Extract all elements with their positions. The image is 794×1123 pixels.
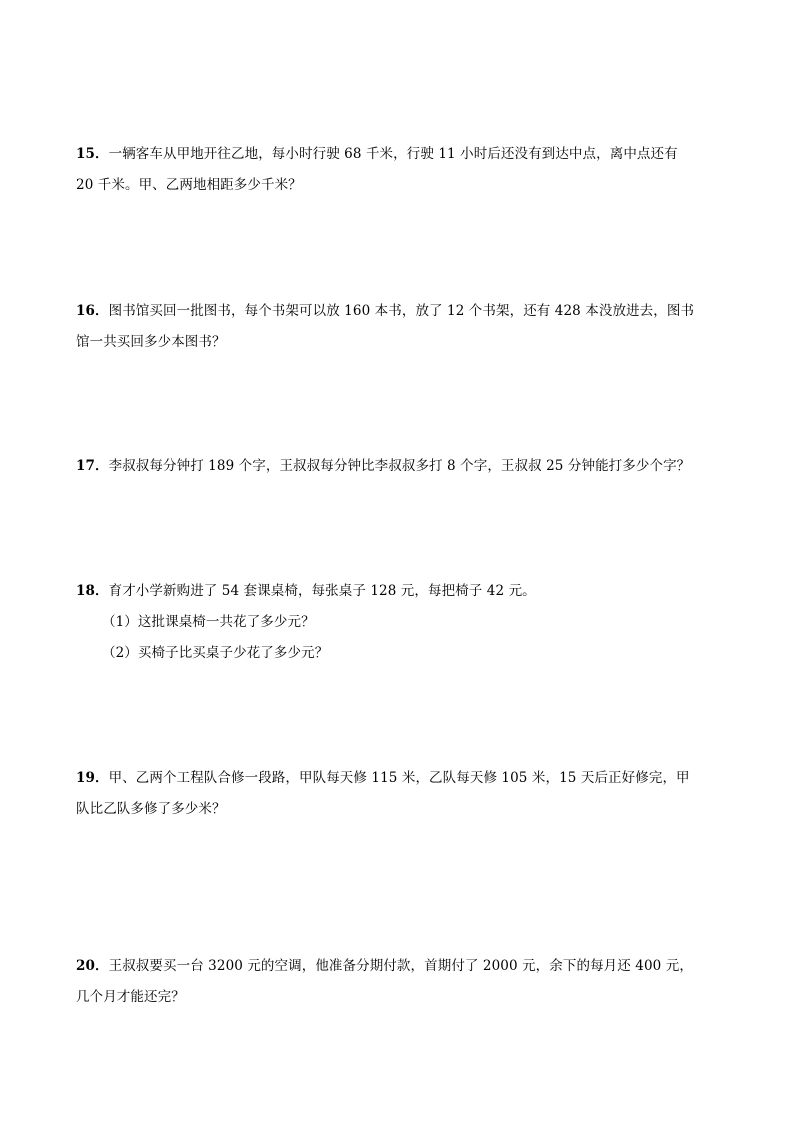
question-number: 20． — [76, 958, 109, 974]
question-line — [76, 576, 726, 607]
question-19 — [76, 763, 726, 825]
question-text: 育才小学新购进了 54 套课桌椅，每张桌子 128 元，每把椅子 42 元。 — [108, 583, 536, 599]
question-number: 15． — [76, 146, 109, 162]
question-line — [76, 451, 726, 482]
sub-question-2: （2）买椅子比买桌子少花了多少元？ — [102, 645, 329, 661]
question-text: 一辆客车从甲地开往乙地，每小时行驶 68 千米，行驶 11 小时后还没有到达中点，离中点还有 — [108, 146, 678, 162]
question-line — [76, 296, 726, 327]
question-text: 王叔叔要买一台 3200 元的空调，他准备分期付款，首期付了 2000 元，余下的每月还 400 元， — [108, 958, 693, 974]
question-18 — [76, 576, 726, 669]
question-17 — [76, 451, 726, 482]
question-text: 李叔叔每分钟打 189 个字，王叔叔每分钟比李叔叔多打 8 个字，王叔叔 25 分钟能打多少个字？ — [108, 458, 691, 474]
question-text: 馆一共买回多少本图书？ — [76, 334, 226, 350]
question-20 — [76, 951, 726, 1013]
question-number: 16． — [76, 303, 109, 319]
question-15 — [76, 139, 726, 201]
question-number: 18． — [76, 583, 109, 599]
question-line — [76, 951, 726, 982]
question-number: 17． — [76, 458, 109, 474]
question-number: 19． — [76, 770, 109, 786]
question-text: 甲、乙两个工程队合修一段路，甲队每天修 115 米，乙队每天修 105 米，15 天后正好修完，甲 — [108, 770, 690, 786]
question-text: 几个月才能还完？ — [76, 989, 185, 1005]
sub-question-1: （1）这批课桌椅一共花了多少元？ — [102, 614, 315, 630]
question-16 — [76, 296, 726, 358]
question-line — [76, 139, 726, 170]
question-text: 队比乙队多修了多少米？ — [76, 801, 226, 817]
question-line — [76, 763, 726, 794]
question-text: 20 千米。甲、乙两地相距多少千米？ — [76, 177, 302, 193]
question-text: 图书馆买回一批图书，每个书架可以放 160 本书，放了 12 个书架，还有 428 本没放进去，图书 — [108, 303, 695, 319]
